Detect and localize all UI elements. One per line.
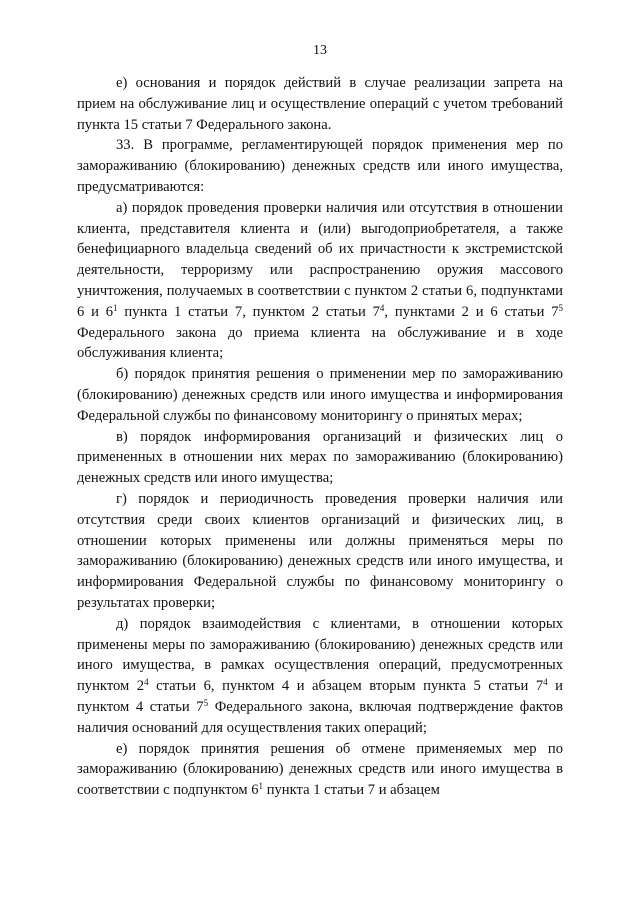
document-body [77,73,563,801]
paragraph-text: б) порядок принятия решения о применении мер по замораживанию (блокированию) денежных средств или иного имущества и информирования Федеральной службы по финансовому мониторингу о принятых мерах; [77,366,563,424]
paragraph [77,73,563,135]
paragraph [77,135,563,197]
paragraph [77,614,563,739]
paragraph-text: статьи 6, пунктом 4 и абзацем вторым пункта 5 статьи 7 [148,678,544,695]
superscript: 4 [379,302,385,313]
paragraph-text: д) порядок взаимодействия с клиентами, в отношении которых применены меры по замораживанию (блокированию) денежных средств или иного имущества, в рамках осуществления операций, предусмотренных пунктом 2 [77,615,563,695]
paragraph-text: е) основания и порядок действий в случае реализации запрета на прием на обслуживание лиц и осуществление операций с учетом требований пункта 15 статьи 7 Федерального закона. [77,75,563,133]
paragraph-text: пункта 1 статьи 7 и абзацем [263,782,440,799]
paragraph [77,364,563,426]
paragraph-text: и пунктом 4 статьи 7 [77,678,563,715]
paragraph-text: г) порядок и периодичность проведения проверки наличия или отсутствия среди своих клиентов организаций и физических лиц, в отношении которых применены или должны применяться меры по замораживанию (блокированию) денежных средств или иного имущества, и информирования Федеральной службы по финансовому мониторингу о результатах проверки; [77,490,563,611]
superscript: 1 [113,302,118,313]
paragraph [77,198,563,364]
paragraph-text: е) порядок принятия решения об отмене применяемых мер по замораживанию (блокированию) денежных средств или иного имущества в соответствии с подпунктом 6 [77,740,563,799]
superscript: 5 [558,302,564,313]
paragraph [77,489,563,614]
superscript: 1 [258,781,264,792]
paragraph-text: 33. В программе, регламентирующей порядок применения мер по замораживанию (блокированию) денежных средств или иного имущества, предусматриваются: [77,137,563,195]
paragraph-text: в) порядок информирования организаций и физических лиц о примененных в отношении них мерах по замораживанию (блокированию) денежных средств или иного имущества; [77,428,563,487]
superscript: 5 [203,697,209,708]
superscript: 4 [144,677,149,688]
paragraph [77,739,563,801]
paragraph-text: пункта 1 статьи 7, пунктом 2 статьи 7 [117,303,380,320]
page-number: 13 [313,43,327,58]
superscript: 4 [543,677,548,688]
paragraph-text: , пунктами 2 и 6 статьи 7 [384,303,559,320]
paragraph [77,427,563,489]
paragraph-text: Федерального закона до приема клиента на обслуживание и в ходе обслуживания клиента; [77,324,563,362]
paragraph-text: Федерального закона, включая подтверждение фактов наличия оснований для осуществления таких операций; [77,698,563,736]
paragraph-text: а) порядок проведения проверки наличия или отсутствия в отношении клиента, представителя клиента и (или) выгодоприобретателя, а также бенефициарного владельца сведений об их причастности к экстремистской деятельности, терроризму или распространению оружия массового уничтожения, получаемых в соответствии с пунктом 2 статьи 6, подпунктами 6 и 6 [77,199,563,320]
